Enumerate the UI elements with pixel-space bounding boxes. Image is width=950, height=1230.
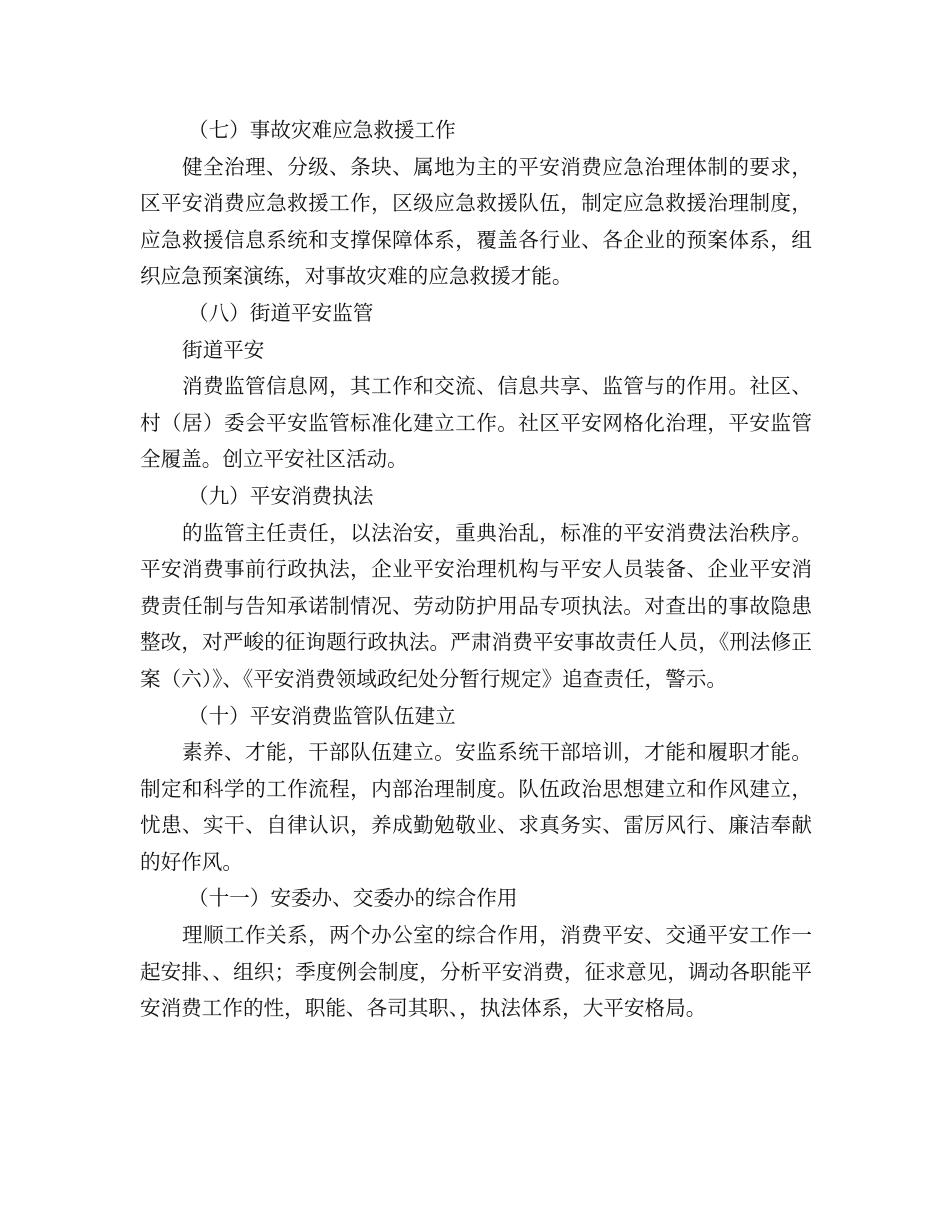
section-11-paragraph: 理顺工作关系，两个办公室的综合作用，消费平安、交通平安工作一起安排、、组织；季度例会制度，分析平安消费，征求意见，调动各职能平安消费工作的性，职能、各司其职、，执法体系，大平安格局。 xyxy=(140,923,812,1021)
section-7-paragraph: 健全治理、分级、条块、属地为主的平安消费应急治理体制的要求，区平安消费应急救援工作，区级应急救援队伍，制定应急救援治理制度，应急救援信息系统和支撑保障体系，覆盖各行业、各企业的预案体系，组织应急预案演练，对事故灾难的应急救援才能。 xyxy=(140,154,812,289)
document-body xyxy=(140,112,812,1027)
section-heading-7: （七）事故灾难应急救援工作 xyxy=(188,118,456,142)
section-heading-9: （九）平安消费执法 xyxy=(188,483,374,508)
section-heading-11: （十一）安委办、交委办的综合作用 xyxy=(188,886,518,911)
section-9-paragraph: 的监管主任责任，以法治安，重典治乱，标准的平安消费法治秩序。平安消费事前行政执法，企业平安治理机构与平安人员装备、企业平安消费责任制与告知承诺制情况、劳动防护用品专项执法。对查出的事故隐患整改，对严峻的征询题行政执法。严肃消费平安事故责任人员，《刑法修正案（六）》、《平安消费领域政纪处分暂行规定》追查责任，警示。 xyxy=(140,520,812,691)
section-heading-8: （八）街道平安监管 xyxy=(188,300,374,325)
section-10-paragraph: 素养、才能，干部队伍建立。安监系统干部培训，才能和履职才能。制定和科学的工作流程，内部治理制度。队伍政治思想建立和作风建立，忧患、实干、自律认识，养成勤勉敬业、求真务实、雷厉风行、廉洁奉献的好作风。 xyxy=(140,740,812,874)
section-8-subtitle: 街道平安 xyxy=(182,337,265,362)
section-heading-10: （十）平安消费监管队伍建立 xyxy=(188,703,456,728)
section-8-paragraph: 消费监管信息网，其工作和交流、信息共享、监管与的作用。社区、村（居）委会平安监管标准化建立工作。社区平安网格化治理，平安监管全履盖。创立平安社区活动。 xyxy=(140,374,812,472)
